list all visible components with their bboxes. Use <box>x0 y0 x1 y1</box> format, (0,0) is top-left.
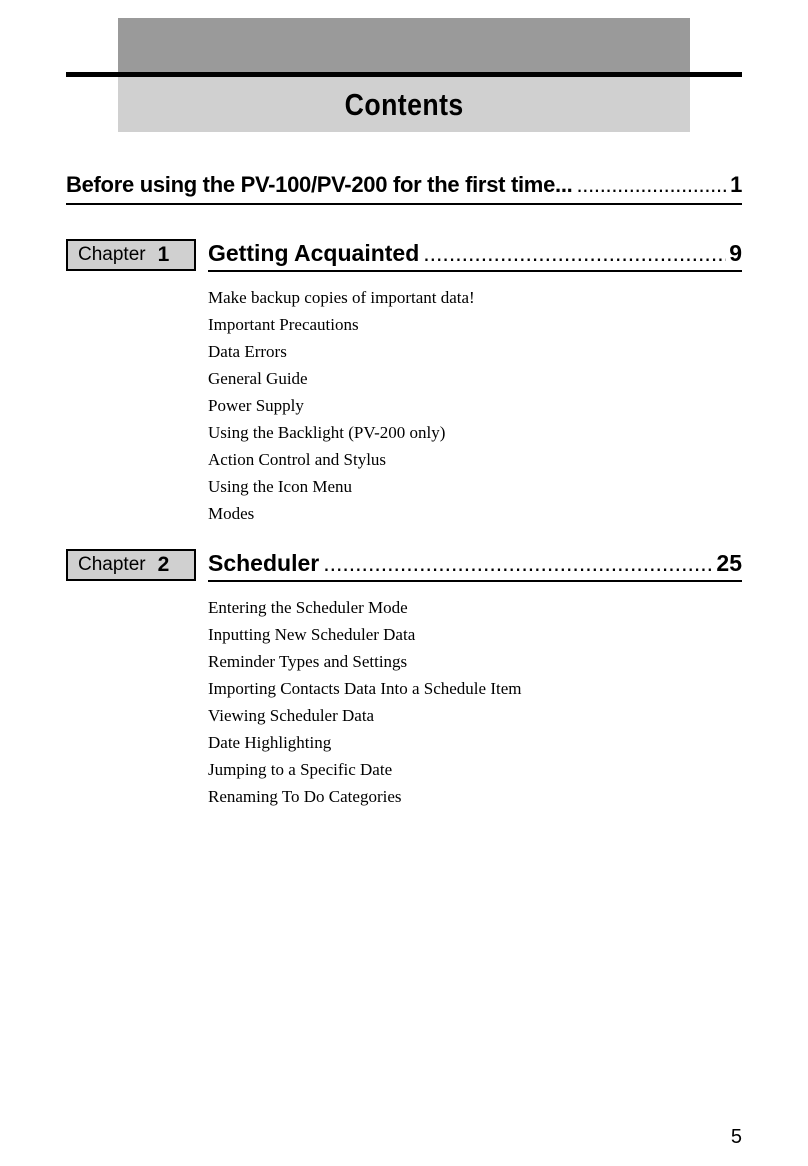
toc-entry[interactable]: General Guide <box>208 369 308 388</box>
chapter-2-number: 2 <box>157 553 170 576</box>
toc-entry[interactable]: Using the Backlight (PV-200 only) <box>208 423 446 442</box>
toc-entry[interactable]: Viewing Scheduler Data <box>208 706 375 725</box>
dot-leader <box>323 550 713 577</box>
chapter-2-title: Scheduler <box>208 550 320 576</box>
toc-entry[interactable]: Make backup copies of important data! <box>208 288 475 307</box>
toc-entry[interactable]: Entering the Scheduler Mode <box>208 598 408 617</box>
header-light-band <box>118 77 690 132</box>
toc-entry[interactable]: Inputting New Scheduler Data <box>208 625 416 644</box>
chapter-1-entries <box>208 284 475 527</box>
chapter-1-page: 9 <box>729 240 742 266</box>
dot-leader <box>423 240 726 267</box>
chapter-1-line[interactable] <box>208 240 742 272</box>
page-number: 5 <box>730 1126 742 1148</box>
toc-intro-page: 1 <box>730 172 742 197</box>
chapter-1-number: 1 <box>157 243 170 266</box>
chapter-2-label: Chapter <box>78 554 146 575</box>
toc-entry[interactable]: Action Control and Stylus <box>208 450 387 469</box>
chapter-2-page: 25 <box>716 550 742 576</box>
chapter-2-entries <box>208 594 521 810</box>
dot-leader <box>576 172 727 198</box>
toc-intro-title: Before using the PV-100/PV-200 for the first time... <box>66 172 573 197</box>
toc-entry[interactable]: Modes <box>208 504 255 523</box>
toc-entry[interactable]: Reminder Types and Settings <box>208 652 408 671</box>
toc-entry[interactable]: Power Supply <box>208 396 304 415</box>
toc-entry[interactable]: Using the Icon Menu <box>208 477 353 496</box>
toc-entry[interactable]: Importing Contacts Data Into a Schedule Item <box>208 679 522 698</box>
chapter-1-label: Chapter <box>78 244 146 265</box>
chapter-1-title: Getting Acquainted <box>208 240 420 266</box>
toc-entry[interactable]: Renaming To Do Categories <box>208 787 402 806</box>
chapter-1-box <box>66 239 196 271</box>
header-dark-band <box>118 18 690 73</box>
toc-entry[interactable]: Data Errors <box>208 342 287 361</box>
toc-entry[interactable]: Important Precautions <box>208 315 359 334</box>
chapter-2-box <box>66 549 196 581</box>
chapter-2-line[interactable] <box>208 550 742 582</box>
toc-intro-line[interactable] <box>66 172 742 205</box>
toc-entry[interactable]: Jumping to a Specific Date <box>208 760 393 779</box>
toc-entry[interactable]: Date Highlighting <box>208 733 332 752</box>
page-title: Contents <box>344 86 464 122</box>
